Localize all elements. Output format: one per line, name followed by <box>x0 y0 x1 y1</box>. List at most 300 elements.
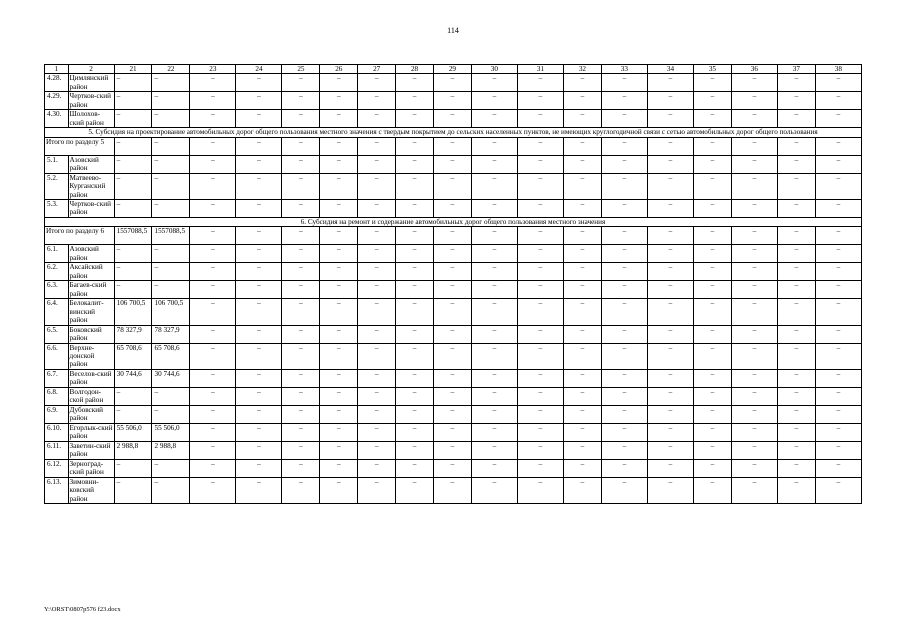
value-col-28: – <box>396 459 434 477</box>
value-col-29: – <box>433 405 471 423</box>
value-col-34: – <box>647 200 693 218</box>
value-col-23: – <box>190 405 236 423</box>
value-col-34: – <box>647 155 693 173</box>
row-number: 6.13. <box>45 477 69 503</box>
page-number: 114 <box>447 26 459 35</box>
value-col-36: – <box>731 405 777 423</box>
value-col-25: – <box>282 227 320 245</box>
value-col-32: – <box>563 477 601 503</box>
value-col-36: – <box>731 423 777 441</box>
value-col-32: – <box>563 173 601 199</box>
column-header-22: 22 <box>152 65 190 74</box>
value-col-37: – <box>777 405 815 423</box>
value-col-22: 1557088,5 <box>152 227 190 245</box>
value-col-23: – <box>190 173 236 199</box>
value-col-35: – <box>693 74 731 92</box>
row-number: 6.8. <box>45 387 69 405</box>
value-col-27: – <box>358 137 396 155</box>
value-col-38: – <box>815 110 861 128</box>
value-col-36: – <box>731 343 777 369</box>
value-col-37: – <box>777 92 815 110</box>
value-col-26: – <box>320 423 358 441</box>
value-col-26: – <box>320 263 358 281</box>
value-col-26: – <box>320 369 358 387</box>
value-col-21: 78 327,9 <box>114 325 152 343</box>
value-col-37: – <box>777 137 815 155</box>
row-number: 6.10. <box>45 423 69 441</box>
column-header-27: 27 <box>358 65 396 74</box>
value-col-37: – <box>777 245 815 263</box>
value-col-28: – <box>396 227 434 245</box>
section-title: 6. Субсидия на ремонт и содержание автомобильных дорог общего пользования местного значения <box>45 218 862 227</box>
value-col-32: – <box>563 200 601 218</box>
value-col-32: – <box>563 369 601 387</box>
value-col-30: – <box>471 477 517 503</box>
value-col-21: – <box>114 263 152 281</box>
value-col-30: – <box>471 227 517 245</box>
value-col-30: – <box>471 155 517 173</box>
value-col-22: – <box>152 245 190 263</box>
row-number: 5.3. <box>45 200 69 218</box>
budget-table-container <box>44 64 862 504</box>
value-col-31: – <box>517 173 563 199</box>
district-name: Зимовни-ковский район <box>68 477 114 503</box>
total-label: Итого по разделу 6 <box>45 227 115 245</box>
value-col-22: 106 700,5 <box>152 299 190 325</box>
value-col-28: – <box>396 173 434 199</box>
value-col-22: – <box>152 281 190 299</box>
value-col-37: – <box>777 281 815 299</box>
value-col-26: – <box>320 343 358 369</box>
value-col-33: – <box>601 74 647 92</box>
value-col-33: – <box>601 387 647 405</box>
value-col-30: – <box>471 281 517 299</box>
value-col-21: – <box>114 155 152 173</box>
value-col-33: – <box>601 281 647 299</box>
table-body <box>45 74 862 504</box>
value-col-38: – <box>815 343 861 369</box>
value-col-25: – <box>282 281 320 299</box>
value-col-22: – <box>152 405 190 423</box>
value-col-38: – <box>815 441 861 459</box>
value-col-36: – <box>731 459 777 477</box>
value-col-27: – <box>358 155 396 173</box>
value-col-31: – <box>517 387 563 405</box>
value-col-28: – <box>396 423 434 441</box>
value-col-38: – <box>815 369 861 387</box>
value-col-23: – <box>190 387 236 405</box>
column-header-35: 35 <box>693 65 731 74</box>
value-col-38: – <box>815 92 861 110</box>
district-name: Заветин-ский район <box>68 441 114 459</box>
value-col-24: – <box>236 74 282 92</box>
value-col-30: – <box>471 343 517 369</box>
column-header-34: 34 <box>647 65 693 74</box>
value-col-27: – <box>358 263 396 281</box>
value-col-24: – <box>236 441 282 459</box>
value-col-23: – <box>190 74 236 92</box>
value-col-33: – <box>601 200 647 218</box>
value-col-26: – <box>320 459 358 477</box>
value-col-22: – <box>152 263 190 281</box>
table-row <box>45 325 862 343</box>
value-col-23: – <box>190 441 236 459</box>
value-col-32: – <box>563 263 601 281</box>
column-header-25: 25 <box>282 65 320 74</box>
district-name: Матвеево-Курганский район <box>68 173 114 199</box>
value-col-35: – <box>693 263 731 281</box>
value-col-34: – <box>647 92 693 110</box>
value-col-30: – <box>471 387 517 405</box>
value-col-29: – <box>433 423 471 441</box>
value-col-21: – <box>114 137 152 155</box>
table-row <box>45 281 862 299</box>
value-col-26: – <box>320 200 358 218</box>
value-col-36: – <box>731 137 777 155</box>
row-number: 6.5. <box>45 325 69 343</box>
table-row <box>45 387 862 405</box>
value-col-26: – <box>320 110 358 128</box>
value-col-22: – <box>152 387 190 405</box>
district-name: Веселов-ский район <box>68 369 114 387</box>
value-col-28: – <box>396 281 434 299</box>
value-col-27: – <box>358 405 396 423</box>
value-col-33: – <box>601 441 647 459</box>
value-col-26: – <box>320 137 358 155</box>
value-col-24: – <box>236 227 282 245</box>
value-col-36: – <box>731 92 777 110</box>
value-col-32: – <box>563 405 601 423</box>
value-col-27: – <box>358 423 396 441</box>
column-header-24: 24 <box>236 65 282 74</box>
value-col-31: – <box>517 110 563 128</box>
value-col-33: – <box>601 110 647 128</box>
value-col-36: – <box>731 325 777 343</box>
value-col-35: – <box>693 387 731 405</box>
value-col-38: – <box>815 245 861 263</box>
value-col-22: – <box>152 92 190 110</box>
column-header-31: 31 <box>517 65 563 74</box>
value-col-24: – <box>236 92 282 110</box>
value-col-36: – <box>731 477 777 503</box>
value-col-24: – <box>236 423 282 441</box>
row-number: 6.7. <box>45 369 69 387</box>
value-col-33: – <box>601 137 647 155</box>
value-col-21: – <box>114 387 152 405</box>
value-col-25: – <box>282 459 320 477</box>
district-name: Волгодон-ской район <box>68 387 114 405</box>
value-col-33: – <box>601 227 647 245</box>
value-col-29: – <box>433 173 471 199</box>
value-col-36: – <box>731 245 777 263</box>
row-number: 6.4. <box>45 299 69 325</box>
value-col-34: – <box>647 173 693 199</box>
value-col-23: – <box>190 477 236 503</box>
value-col-26: – <box>320 173 358 199</box>
table-row <box>45 200 862 218</box>
district-name: Верхне-донской район <box>68 343 114 369</box>
row-number: 6.9. <box>45 405 69 423</box>
value-col-30: – <box>471 137 517 155</box>
value-col-38: – <box>815 387 861 405</box>
value-col-38: – <box>815 325 861 343</box>
value-col-38: – <box>815 74 861 92</box>
table-row <box>45 263 862 281</box>
value-col-27: – <box>358 245 396 263</box>
value-col-29: – <box>433 459 471 477</box>
row-number: 4.28. <box>45 74 69 92</box>
table-row <box>45 343 862 369</box>
value-col-31: – <box>517 263 563 281</box>
value-col-35: – <box>693 200 731 218</box>
value-col-21: – <box>114 110 152 128</box>
district-name: Егорлык-ский район <box>69 423 113 441</box>
value-col-26: – <box>320 325 358 343</box>
value-col-33: – <box>601 173 647 199</box>
budget-table <box>44 64 862 504</box>
value-col-24: – <box>236 281 282 299</box>
value-col-36: – <box>731 299 777 325</box>
value-col-25: – <box>282 343 320 369</box>
value-col-26: – <box>320 155 358 173</box>
value-col-31: – <box>517 200 563 218</box>
table-row <box>45 405 862 423</box>
total-row <box>45 137 862 155</box>
value-col-28: – <box>396 92 434 110</box>
value-col-37: – <box>777 110 815 128</box>
value-col-30: – <box>471 173 517 199</box>
value-col-21: – <box>114 281 152 299</box>
value-col-35: – <box>693 459 731 477</box>
value-col-27: – <box>358 227 396 245</box>
value-col-29: – <box>433 325 471 343</box>
value-col-29: – <box>433 343 471 369</box>
value-col-31: – <box>517 325 563 343</box>
value-col-34: – <box>647 110 693 128</box>
value-col-28: – <box>396 110 434 128</box>
value-col-22: – <box>152 110 190 128</box>
value-col-33: – <box>601 423 647 441</box>
value-col-28: – <box>396 155 434 173</box>
value-col-31: – <box>517 299 563 325</box>
value-col-30: – <box>471 245 517 263</box>
value-col-32: – <box>563 137 601 155</box>
value-col-25: – <box>282 405 320 423</box>
table-row <box>45 245 862 263</box>
value-col-30: – <box>471 200 517 218</box>
value-col-28: – <box>396 405 434 423</box>
value-col-22: 65 708,6 <box>152 343 190 369</box>
value-col-30: – <box>471 74 517 92</box>
district-name: Багаев-ский район <box>68 281 114 299</box>
value-col-38: – <box>815 155 861 173</box>
value-col-32: – <box>563 92 601 110</box>
value-col-30: – <box>471 459 517 477</box>
value-col-37: – <box>777 227 815 245</box>
value-col-26: – <box>320 299 358 325</box>
value-col-25: – <box>282 423 320 441</box>
value-col-23: – <box>190 155 236 173</box>
value-col-37: – <box>777 459 815 477</box>
value-col-21: 2 988,8 <box>114 441 152 459</box>
value-col-27: – <box>358 92 396 110</box>
value-col-23: – <box>190 423 236 441</box>
value-col-28: – <box>396 343 434 369</box>
value-col-28: – <box>396 387 434 405</box>
value-col-35: – <box>693 155 731 173</box>
value-col-34: – <box>647 369 693 387</box>
value-col-36: – <box>731 200 777 218</box>
value-col-35: – <box>693 92 731 110</box>
table-row <box>45 155 862 173</box>
value-col-21: – <box>114 74 152 92</box>
value-col-29: – <box>433 137 471 155</box>
value-col-25: – <box>282 299 320 325</box>
value-col-25: – <box>282 369 320 387</box>
value-col-22: 30 744,6 <box>152 369 190 387</box>
column-header-36: 36 <box>731 65 777 74</box>
row-number: 6.12. <box>45 459 69 477</box>
column-header-37: 37 <box>777 65 815 74</box>
value-col-21: – <box>114 477 152 503</box>
value-col-32: – <box>563 227 601 245</box>
total-row <box>45 227 862 245</box>
value-col-34: – <box>647 299 693 325</box>
value-col-33: – <box>601 343 647 369</box>
district-name: Боковский район <box>68 325 114 343</box>
value-col-35: – <box>693 325 731 343</box>
value-col-21: 30 744,6 <box>114 369 152 387</box>
value-col-27: – <box>358 200 396 218</box>
value-col-24: – <box>236 325 282 343</box>
total-label: Итого по разделу 5 <box>45 137 115 155</box>
value-col-35: – <box>693 137 731 155</box>
value-col-33: – <box>601 155 647 173</box>
row-number: 6.6. <box>45 343 69 369</box>
value-col-37: – <box>777 74 815 92</box>
column-header-30: 30 <box>471 65 517 74</box>
value-col-30: – <box>471 263 517 281</box>
value-col-31: – <box>517 74 563 92</box>
value-col-23: – <box>190 369 236 387</box>
value-col-36: – <box>731 369 777 387</box>
row-number: 4.30. <box>45 110 69 128</box>
value-col-35: – <box>693 245 731 263</box>
row-number: 5.1. <box>45 155 69 173</box>
value-col-28: – <box>396 477 434 503</box>
value-col-33: – <box>601 325 647 343</box>
table-row <box>45 74 862 92</box>
section-header-row <box>45 218 862 227</box>
row-number: 6.11. <box>45 441 69 459</box>
value-col-26: – <box>320 245 358 263</box>
value-col-23: – <box>190 92 236 110</box>
value-col-26: – <box>320 74 358 92</box>
value-col-38: – <box>815 263 861 281</box>
value-col-25: – <box>282 92 320 110</box>
column-header-33: 33 <box>601 65 647 74</box>
value-col-33: – <box>601 459 647 477</box>
value-col-21: – <box>114 92 152 110</box>
district-name: Чертков-ский район <box>68 200 114 218</box>
value-col-32: – <box>563 423 601 441</box>
value-col-21: – <box>114 459 152 477</box>
section-header-row <box>45 128 862 137</box>
value-col-22: – <box>152 200 190 218</box>
value-col-24: – <box>236 387 282 405</box>
value-col-35: – <box>693 227 731 245</box>
value-col-24: – <box>236 405 282 423</box>
value-col-25: – <box>282 173 320 199</box>
value-col-22: 2 988,8 <box>152 441 190 459</box>
value-col-33: – <box>601 245 647 263</box>
value-col-25: – <box>282 110 320 128</box>
value-col-31: – <box>517 281 563 299</box>
value-col-30: – <box>471 423 517 441</box>
value-col-27: – <box>358 173 396 199</box>
value-col-32: – <box>563 299 601 325</box>
value-col-32: – <box>563 74 601 92</box>
value-col-23: – <box>190 325 236 343</box>
value-col-27: – <box>358 74 396 92</box>
value-col-29: – <box>433 245 471 263</box>
value-col-24: – <box>236 477 282 503</box>
value-col-35: – <box>693 299 731 325</box>
value-col-23: – <box>190 110 236 128</box>
district-name: Цимлянский район <box>68 74 114 92</box>
value-col-37: – <box>777 477 815 503</box>
header-row <box>45 65 862 74</box>
district-name: Аксайский район <box>68 263 114 281</box>
value-col-24: – <box>236 369 282 387</box>
value-col-22: – <box>152 137 190 155</box>
section-title: 5. Субсидия на проектирование автомобильных дорог общего пользования местного значения с твердым покрытием до сельских населенных пунктов, не имеющих круглогодичной связи с сетью автомобильных дорог общего пользования <box>45 128 862 137</box>
value-col-37: – <box>777 441 815 459</box>
value-col-30: – <box>471 441 517 459</box>
value-col-25: – <box>282 200 320 218</box>
district-name: Дубовский район <box>68 405 114 423</box>
value-col-25: – <box>282 155 320 173</box>
value-col-23: – <box>190 200 236 218</box>
value-col-21: 1557088,5 <box>114 227 152 245</box>
value-col-34: – <box>647 459 693 477</box>
value-col-23: – <box>190 137 236 155</box>
value-col-34: – <box>647 405 693 423</box>
value-col-30: – <box>471 325 517 343</box>
value-col-35: – <box>693 423 731 441</box>
value-col-31: – <box>517 441 563 459</box>
value-col-24: – <box>236 459 282 477</box>
value-col-35: – <box>693 477 731 503</box>
value-col-34: – <box>647 137 693 155</box>
value-col-36: – <box>731 227 777 245</box>
file-path-footer: Y:\ORST\0807p576 f23.docx <box>44 606 121 613</box>
value-col-29: – <box>433 281 471 299</box>
value-col-27: – <box>358 459 396 477</box>
value-col-28: – <box>396 200 434 218</box>
district-name: Чертков-ский район <box>68 92 114 110</box>
value-col-25: – <box>282 137 320 155</box>
value-col-27: – <box>358 369 396 387</box>
value-col-32: – <box>563 441 601 459</box>
value-col-33: – <box>601 92 647 110</box>
value-col-27: – <box>358 299 396 325</box>
value-col-27: – <box>358 281 396 299</box>
value-col-29: – <box>433 200 471 218</box>
value-col-28: – <box>396 299 434 325</box>
value-col-31: – <box>517 459 563 477</box>
value-col-24: – <box>236 155 282 173</box>
